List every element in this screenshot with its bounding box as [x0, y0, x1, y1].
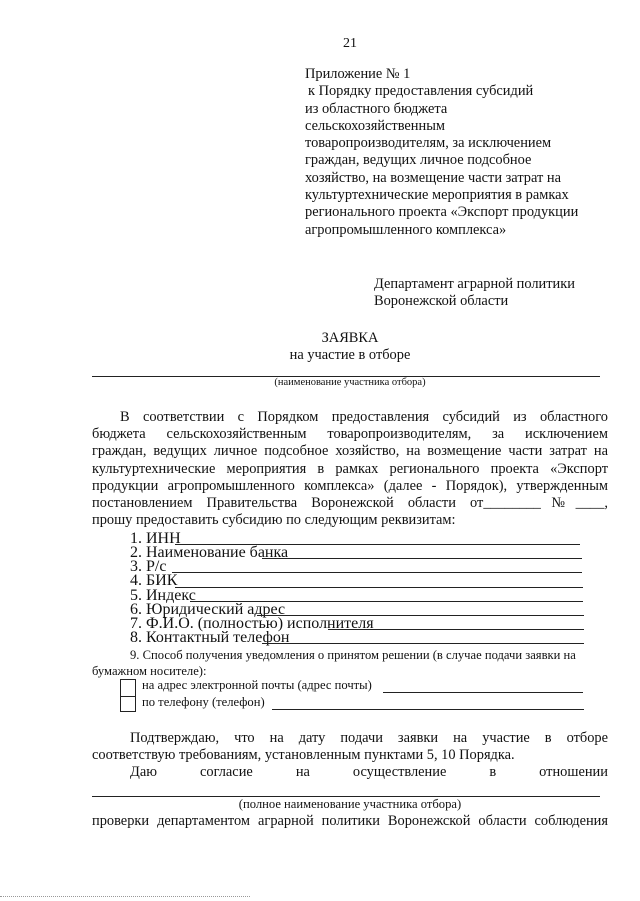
annex-line: агропромышленного комплекса»: [305, 221, 507, 238]
annex-line: сельскохозяйственным: [305, 117, 445, 134]
consent-word: отношении: [539, 764, 608, 780]
page-number: 21: [343, 36, 357, 51]
paragraph-line: В соответствии с Порядком предоставления субсидий из областного: [120, 409, 608, 425]
document-title: [0, 330, 640, 364]
paragraph-line: прошу предоставить субсидию по следующим реквизитам:: [92, 512, 456, 529]
field-contact-phone-line[interactable]: [262, 643, 584, 644]
consent-last-line: проверки департаментом аграрной политики Воронежской области соблюдения: [92, 813, 608, 829]
paragraph-line: культуртехнические мероприятия в рамках регионального проекта «Экспорт: [92, 460, 608, 477]
paragraph-line: Подтверждаю, что на дату подачи заявки на участие в отборе: [130, 730, 608, 746]
consent-word: на: [295, 764, 310, 780]
field-label: 2. Наименование банка: [130, 544, 289, 561]
consent-word: осуществление: [352, 764, 447, 780]
paragraph-line: продукции агропромышленного комплекса» (далее - Порядок), утвержденным: [92, 477, 608, 494]
addressee-line: Департамент аграрной политики: [374, 276, 575, 292]
field-label: 5. Индекс: [130, 587, 196, 604]
annex-line: хозяйство, на возмещение части затрат на: [305, 169, 561, 186]
field-label: 1. ИНН: [130, 530, 181, 547]
phone-option-checkbox[interactable]: [120, 695, 136, 712]
notification-line: 9. Способ получения уведомления о принятом решении (в случае подачи заявки на: [130, 648, 576, 662]
intro-paragraph: [92, 409, 608, 529]
participant-full-caption: (полное наименование участника отбора): [238, 797, 462, 811]
title-sub: на участие в отборе: [289, 347, 411, 363]
consent-line: [130, 764, 608, 781]
consent-word: согласие: [199, 764, 253, 780]
annex-line: к Порядку предоставления субсидий: [308, 83, 534, 100]
consent-word: в: [489, 764, 497, 780]
paragraph-line: бюджета сельскохозяйственным товаропроизводителям, за исключением: [92, 426, 608, 443]
consent-word: Даю: [130, 764, 157, 780]
field-account-line[interactable]: [172, 572, 582, 573]
phone-number-line[interactable]: [272, 709, 584, 710]
confirm-paragraph: [92, 730, 608, 764]
field-label: 3. Р/с: [130, 558, 167, 575]
title-main: ЗАЯВКА: [321, 330, 379, 346]
field-bik: [130, 572, 177, 588]
phone-option-label: по телефону (телефон): [142, 695, 265, 709]
email-option-label: на адрес электронной почты (адрес почты): [142, 678, 372, 692]
addressee-block: [374, 276, 575, 311]
annex-line: регионального проекта «Экспорт продукции: [305, 204, 579, 221]
notification-method-text: [92, 647, 608, 679]
paragraph-line: граждан, ведущих личное подсобное хозяйство, на возмещение части затрат на: [92, 443, 608, 460]
field-label: 7. Ф.И.О. (полностью) исполнителя: [130, 615, 374, 632]
field-label: 6. Юридический адрес: [130, 601, 286, 618]
annex-line: граждан, ведущих личное подсобное: [305, 152, 532, 169]
email-address-line[interactable]: [383, 692, 583, 693]
participant-caption: (наименование участника отбора): [274, 377, 426, 388]
field-label: 4. БИК: [130, 572, 178, 589]
annex-header: [305, 66, 578, 239]
notification-line: бумажном носителе):: [92, 664, 207, 678]
annex-line: Приложение № 1: [305, 66, 411, 82]
annex-line: из областного бюджета: [305, 100, 448, 117]
field-bik-line[interactable]: [175, 587, 583, 588]
field-bank-name-line[interactable]: [262, 558, 582, 559]
annex-line: товаропроизводителям, за исключением: [305, 135, 552, 152]
field-executor-name-line[interactable]: [328, 629, 584, 630]
field-label: 8. Контактный телефон: [130, 629, 290, 646]
addressee-line: Воронежской области: [374, 293, 509, 310]
annex-line: культуртехнические мероприятия в рамках: [305, 187, 569, 204]
page-bottom-edge: [0, 896, 250, 897]
paragraph-line: постановлением Правительства Воронежской области от________№____,: [92, 494, 608, 511]
paragraph-line: соответствую требованиям, установленным пунктами 5, 10 Порядка.: [92, 747, 515, 764]
